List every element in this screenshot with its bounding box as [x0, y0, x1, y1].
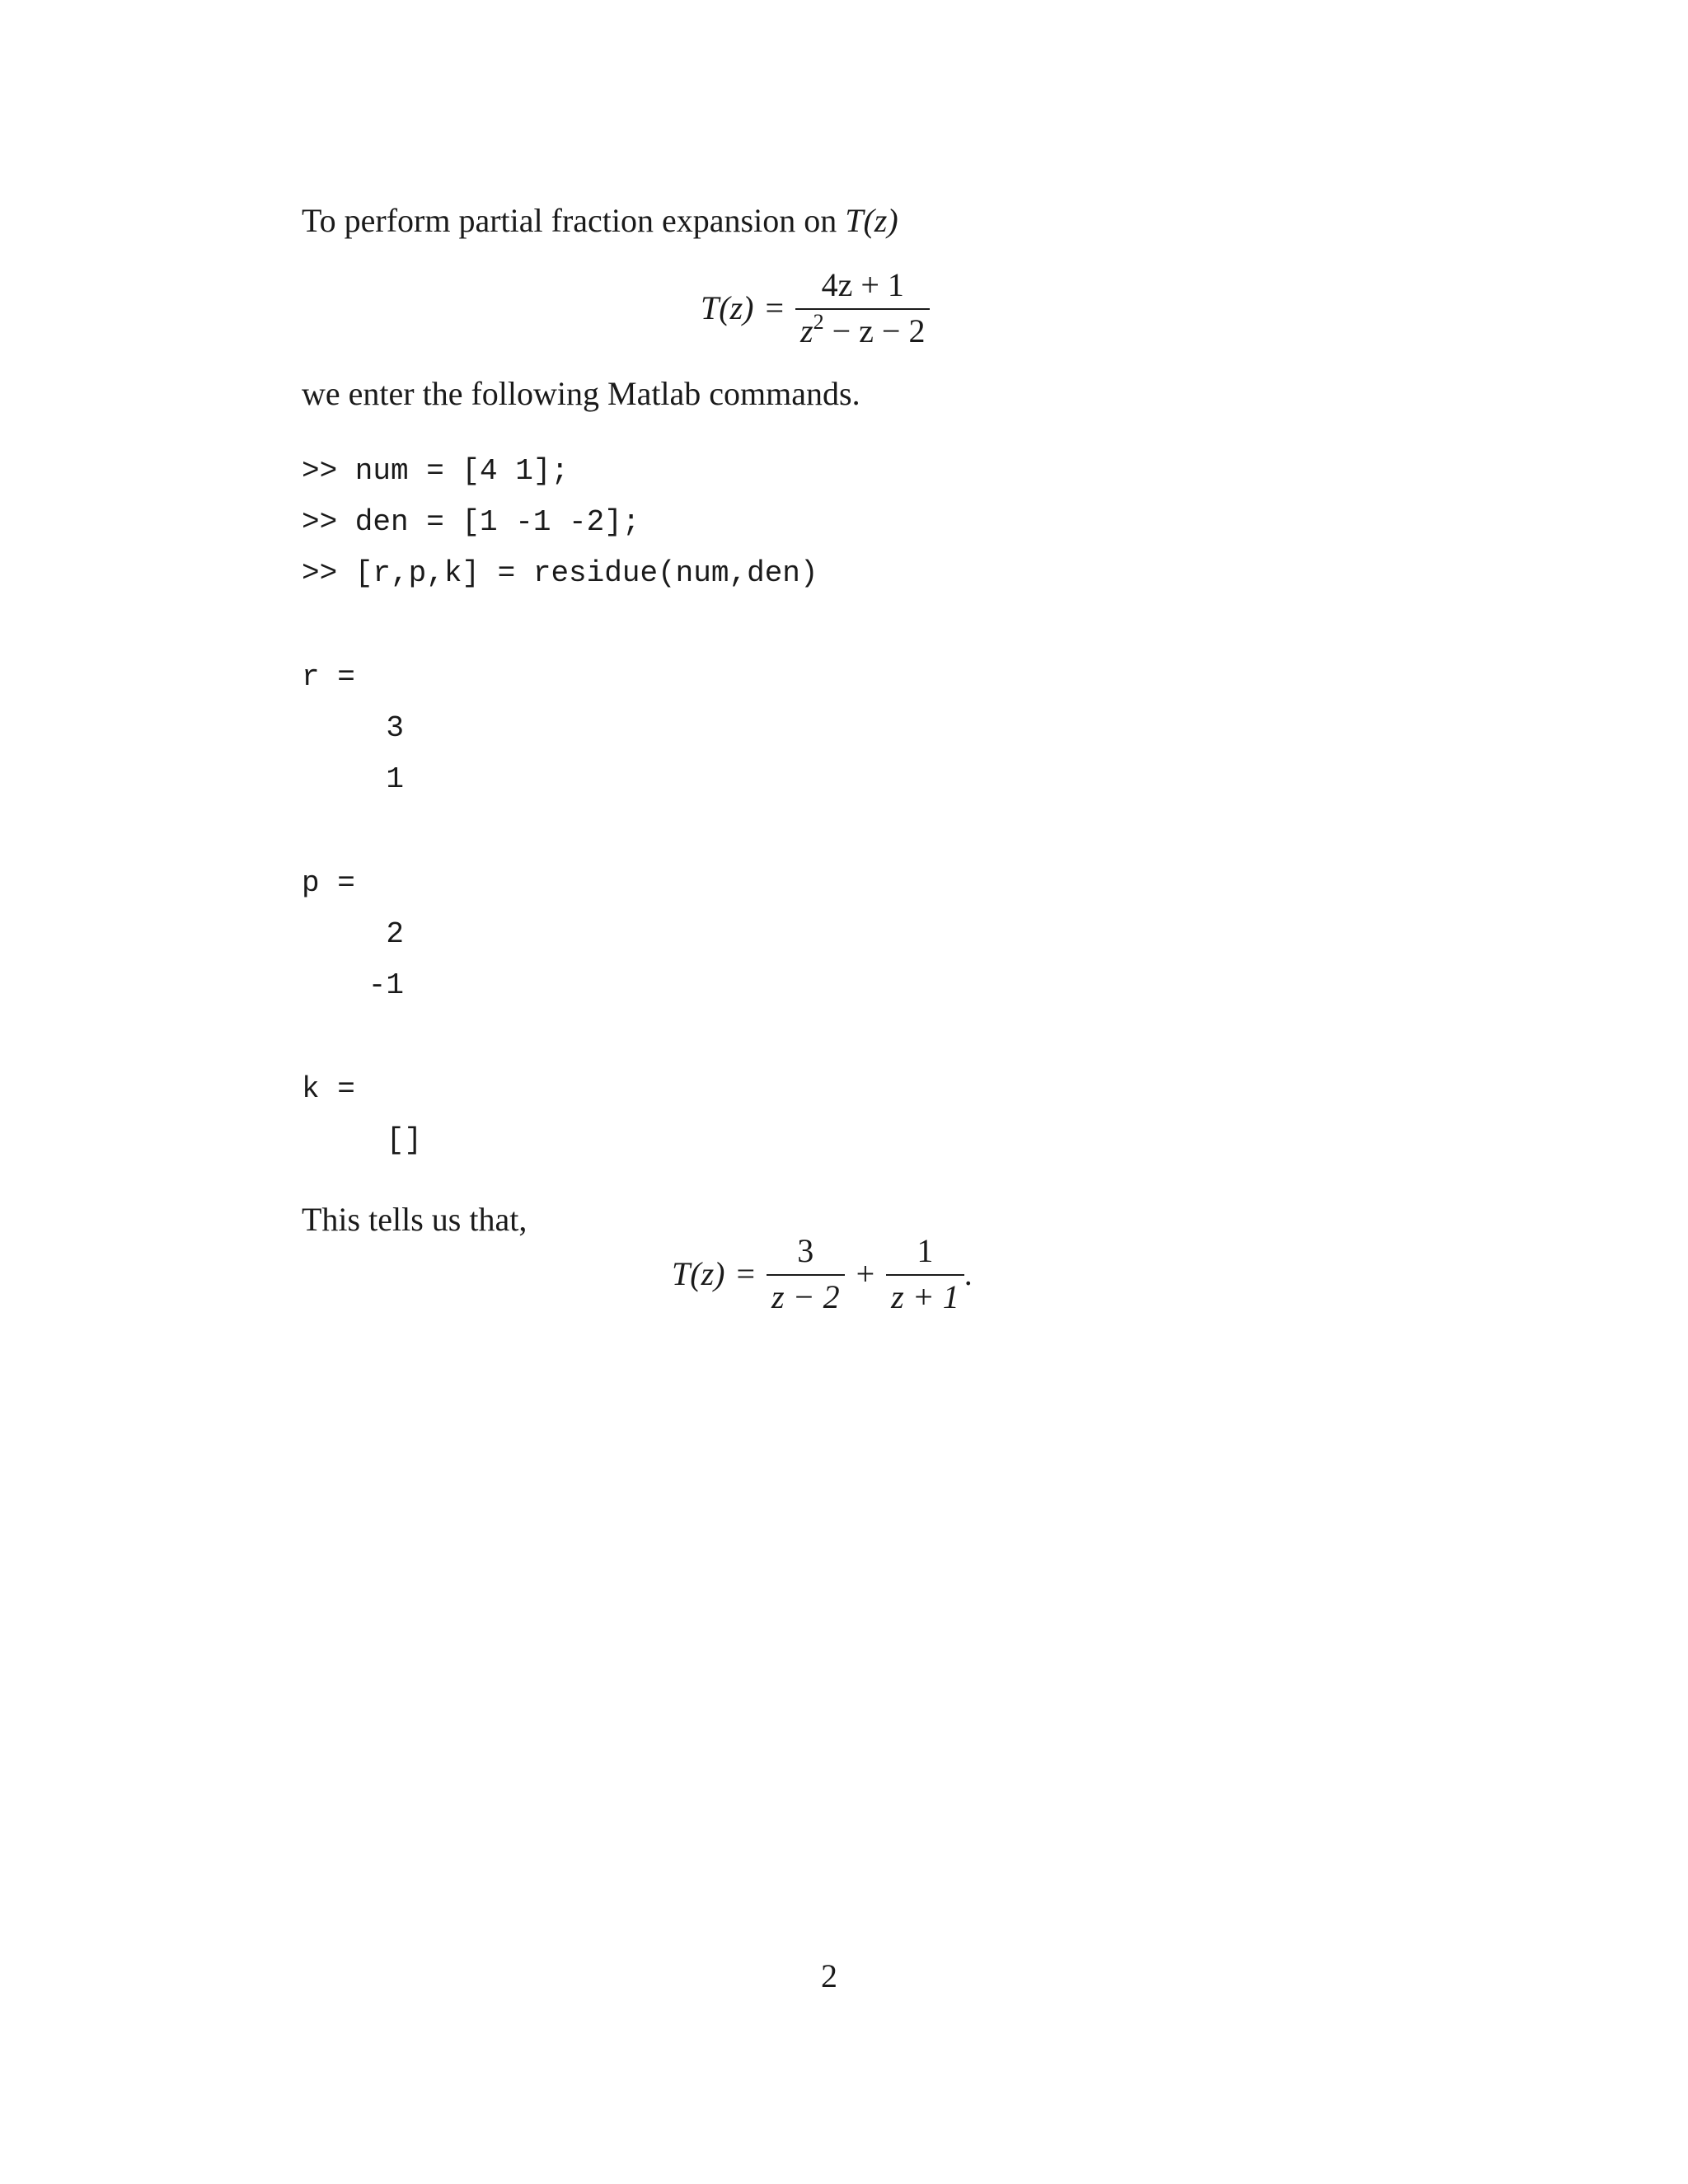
conclusion-paragraph: This tells us that,: [302, 1201, 528, 1238]
equation1-lhs: T(z): [701, 289, 754, 326]
output-p-value-1: 2: [386, 917, 404, 951]
denominator-base: z: [800, 312, 814, 349]
term2-numerator: 1: [917, 1232, 934, 1269]
output-r-label: r =: [302, 660, 355, 694]
output-r-value-1: 3: [386, 711, 404, 745]
equation2-lhs: T(z): [672, 1255, 725, 1292]
equation2-term1: [767, 1232, 845, 1315]
middle-paragraph: we enter the following Matlab commands.: [302, 375, 860, 412]
output-k-label: k =: [302, 1072, 355, 1106]
term1-numerator: 3: [797, 1232, 814, 1269]
intro-paragraph: [302, 204, 898, 237]
intro-text: To perform partial fraction expansion on: [302, 202, 837, 239]
equation-transfer-function: [701, 266, 930, 349]
equation2-equals: =: [736, 1255, 756, 1292]
term1-denominator: z − 2: [771, 1278, 840, 1315]
matlab-command-1: >> num = [4 1];: [302, 454, 570, 488]
equation2-plus: +: [856, 1255, 875, 1292]
output-p-value-2: -1: [368, 968, 404, 1002]
output-p-label: p =: [302, 866, 355, 900]
denominator-exponent: 2: [813, 310, 824, 334]
equation-partial-fractions: [672, 1232, 973, 1315]
fraction-bar: [886, 1274, 964, 1276]
equation1-denominator: [795, 310, 930, 349]
matlab-command-3: >> [r,p,k] = residue(num,den): [302, 556, 818, 590]
equation1-numerator: 4z + 1: [821, 266, 904, 303]
page-number: 2: [821, 1957, 837, 1994]
equation2-term2: [886, 1232, 964, 1315]
equation1-equals: =: [765, 289, 785, 326]
term2-denominator: z + 1: [891, 1278, 959, 1315]
equation1-fraction: [795, 266, 930, 349]
intro-function: T(z): [845, 202, 898, 239]
matlab-command-2: >> den = [1 -1 -2];: [302, 505, 640, 539]
output-k-value: []: [386, 1123, 422, 1157]
equation2-period: .: [964, 1255, 973, 1292]
output-r-value-2: 1: [386, 762, 404, 796]
fraction-bar: [767, 1274, 845, 1276]
denominator-rest: − z − 2: [823, 312, 926, 349]
